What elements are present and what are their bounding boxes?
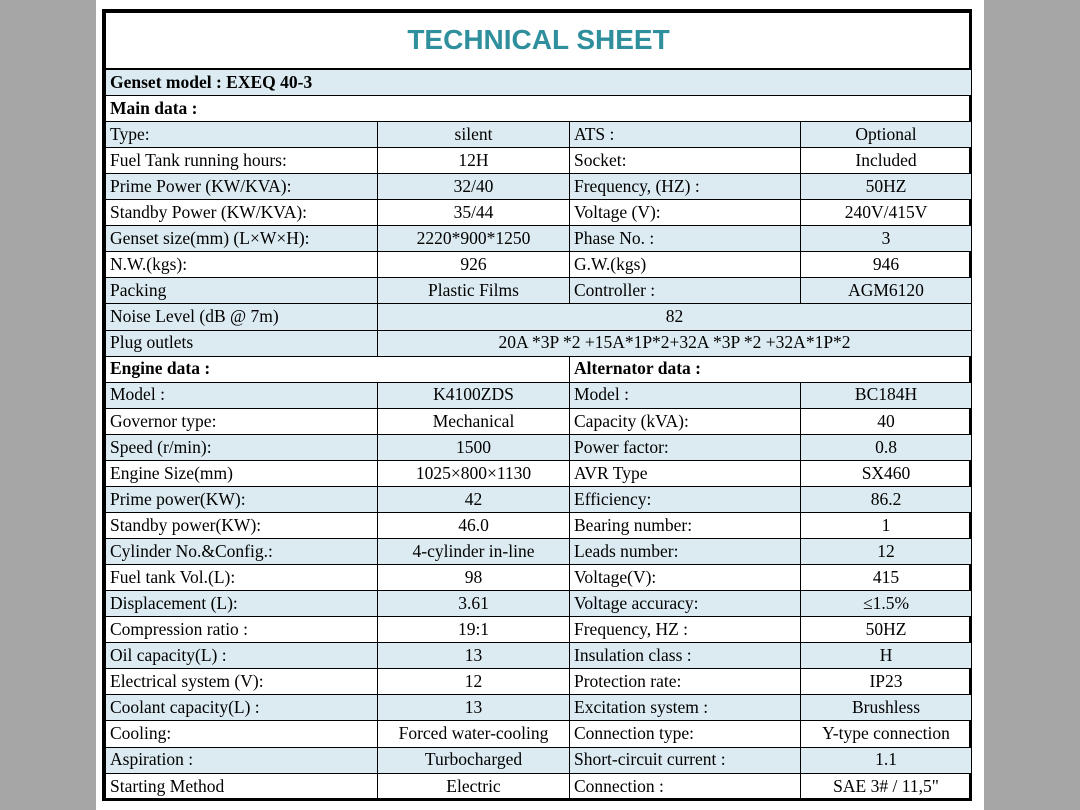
- spec-value: Brushless: [801, 695, 972, 721]
- spec-value: K4100ZDS: [378, 382, 570, 408]
- spec-value: 32/40: [378, 174, 570, 200]
- table-row: [106, 747, 972, 773]
- plug-outlets-label: Plug outlets: [106, 330, 378, 356]
- spec-value: 1500: [378, 434, 570, 460]
- spec-label: Electrical system (V):: [106, 669, 378, 695]
- spec-label: Leads number:: [570, 539, 801, 565]
- spec-label: Frequency, (HZ) :: [570, 174, 801, 200]
- spec-label: Standby power(KW):: [106, 512, 378, 538]
- spec-label: Prime Power (KW/KVA):: [106, 174, 378, 200]
- spec-value: 3.61: [378, 591, 570, 617]
- spec-label: Capacity (kVA):: [570, 408, 801, 434]
- spec-label: Type:: [106, 122, 378, 148]
- spec-label: Starting Method: [106, 773, 378, 799]
- table-row: [106, 591, 972, 617]
- table-row: [106, 460, 972, 486]
- table-row: [106, 773, 972, 799]
- spec-label: Power factor:: [570, 434, 801, 460]
- table-row: [106, 278, 972, 304]
- spec-value: IP23: [801, 669, 972, 695]
- main-data-heading: Main data :: [106, 95, 972, 121]
- spec-label: Socket:: [570, 148, 801, 174]
- plug-outlets-value: 20A *3P *2 +15A*1P*2+32A *3P *2 +32A*1P*2: [378, 330, 972, 356]
- table-row: [106, 539, 972, 565]
- spec-label: Bearing number:: [570, 512, 801, 538]
- table-row: [106, 174, 972, 200]
- spec-value: H: [801, 643, 972, 669]
- table-row: [106, 721, 972, 747]
- table-row: [106, 512, 972, 538]
- spec-label: Excitation system :: [570, 695, 801, 721]
- spec-value: silent: [378, 122, 570, 148]
- spec-label: Voltage(V):: [570, 565, 801, 591]
- spec-value: 50HZ: [801, 174, 972, 200]
- spec-label: Prime power(KW):: [106, 486, 378, 512]
- spec-label: Insulation class :: [570, 643, 801, 669]
- spec-label: Coolant capacity(L) :: [106, 695, 378, 721]
- spec-value: 2220*900*1250: [378, 226, 570, 252]
- engine-data-heading: Engine data :: [106, 356, 570, 382]
- genset-model: Genset model : EXEQ 40-3: [106, 69, 972, 96]
- noise-label: Noise Level (dB @ 7m): [106, 304, 378, 330]
- spec-value: Y-type connection: [801, 721, 972, 747]
- spec-value: 46.0: [378, 512, 570, 538]
- spec-label: G.W.(kgs): [570, 252, 801, 278]
- table-row: [106, 122, 972, 148]
- spec-value: 0.8: [801, 434, 972, 460]
- spec-label: Voltage accuracy:: [570, 591, 801, 617]
- table-row: [106, 252, 972, 278]
- table-row: [106, 434, 972, 460]
- spec-value: 926: [378, 252, 570, 278]
- spec-value: 12: [378, 669, 570, 695]
- spec-label: Connection :: [570, 773, 801, 799]
- spec-value: 13: [378, 695, 570, 721]
- spec-value: SX460: [801, 460, 972, 486]
- alternator-data-heading: Alternator data :: [570, 356, 972, 382]
- spec-label: Voltage (V):: [570, 200, 801, 226]
- spec-label: Short-circuit current :: [570, 747, 801, 773]
- spec-value: Included: [801, 148, 972, 174]
- spec-label: Governor type:: [106, 408, 378, 434]
- spec-value: AGM6120: [801, 278, 972, 304]
- table-row: [106, 565, 972, 591]
- spec-value: 13: [378, 643, 570, 669]
- spec-value: 240V/415V: [801, 200, 972, 226]
- spec-value: Electric: [378, 773, 570, 799]
- spec-value: Turbocharged: [378, 747, 570, 773]
- spec-label: Phase No. :: [570, 226, 801, 252]
- spec-value: 3: [801, 226, 972, 252]
- spec-label: Compression ratio :: [106, 617, 378, 643]
- spec-value: 12: [801, 539, 972, 565]
- spec-value: Plastic Films: [378, 278, 570, 304]
- spec-label: Displacement (L):: [106, 591, 378, 617]
- spec-value: ≤1.5%: [801, 591, 972, 617]
- spec-label: Genset size(mm) (L×W×H):: [106, 226, 378, 252]
- spec-label: Efficiency:: [570, 486, 801, 512]
- table-row: [106, 643, 972, 669]
- table-row: [106, 408, 972, 434]
- table-row: [106, 486, 972, 512]
- spec-value: Forced water-cooling: [378, 721, 570, 747]
- spec-label: Model :: [570, 382, 801, 408]
- spec-value: 1: [801, 512, 972, 538]
- table-row: [106, 617, 972, 643]
- spec-value: Mechanical: [378, 408, 570, 434]
- technical-sheet: [102, 9, 972, 801]
- spec-label: Protection rate:: [570, 669, 801, 695]
- spec-label: Aspiration :: [106, 747, 378, 773]
- spec-value: BC184H: [801, 382, 972, 408]
- spec-label: Cylinder No.&Config.:: [106, 539, 378, 565]
- spec-label: Cooling:: [106, 721, 378, 747]
- spec-label: Packing: [106, 278, 378, 304]
- spec-value: SAE 3# / 11,5": [801, 773, 972, 799]
- spec-label: Controller :: [570, 278, 801, 304]
- spec-table: [105, 12, 972, 800]
- spec-label: Connection type:: [570, 721, 801, 747]
- spec-value: 86.2: [801, 486, 972, 512]
- table-row: [106, 669, 972, 695]
- spec-value: 415: [801, 565, 972, 591]
- sheet-title: TECHNICAL SHEET: [106, 13, 972, 69]
- spec-value: 4-cylinder in-line: [378, 539, 570, 565]
- spec-label: Standby Power (KW/KVA):: [106, 200, 378, 226]
- spec-value: 1025×800×1130: [378, 460, 570, 486]
- table-row: [106, 226, 972, 252]
- spec-value: 35/44: [378, 200, 570, 226]
- spec-label: Fuel Tank running hours:: [106, 148, 378, 174]
- spec-label: Model :: [106, 382, 378, 408]
- spec-value: 40: [801, 408, 972, 434]
- spec-label: N.W.(kgs):: [106, 252, 378, 278]
- document-page: [96, 0, 984, 810]
- table-row: [106, 695, 972, 721]
- spec-value: 19:1: [378, 617, 570, 643]
- spec-value: 98: [378, 565, 570, 591]
- spec-value: 946: [801, 252, 972, 278]
- spec-label: Frequency, HZ :: [570, 617, 801, 643]
- spec-value: 1.1: [801, 747, 972, 773]
- spec-label: Engine Size(mm): [106, 460, 378, 486]
- spec-label: Oil capacity(L) :: [106, 643, 378, 669]
- spec-label: Speed (r/min):: [106, 434, 378, 460]
- table-row: [106, 148, 972, 174]
- spec-value: 42: [378, 486, 570, 512]
- table-row: [106, 200, 972, 226]
- spec-value: 12H: [378, 148, 570, 174]
- noise-value: 82: [378, 304, 972, 330]
- spec-label: AVR Type: [570, 460, 801, 486]
- table-row: [106, 382, 972, 408]
- spec-value: 50HZ: [801, 617, 972, 643]
- spec-value: Optional: [801, 122, 972, 148]
- spec-label: Fuel tank Vol.(L):: [106, 565, 378, 591]
- spec-label: ATS :: [570, 122, 801, 148]
